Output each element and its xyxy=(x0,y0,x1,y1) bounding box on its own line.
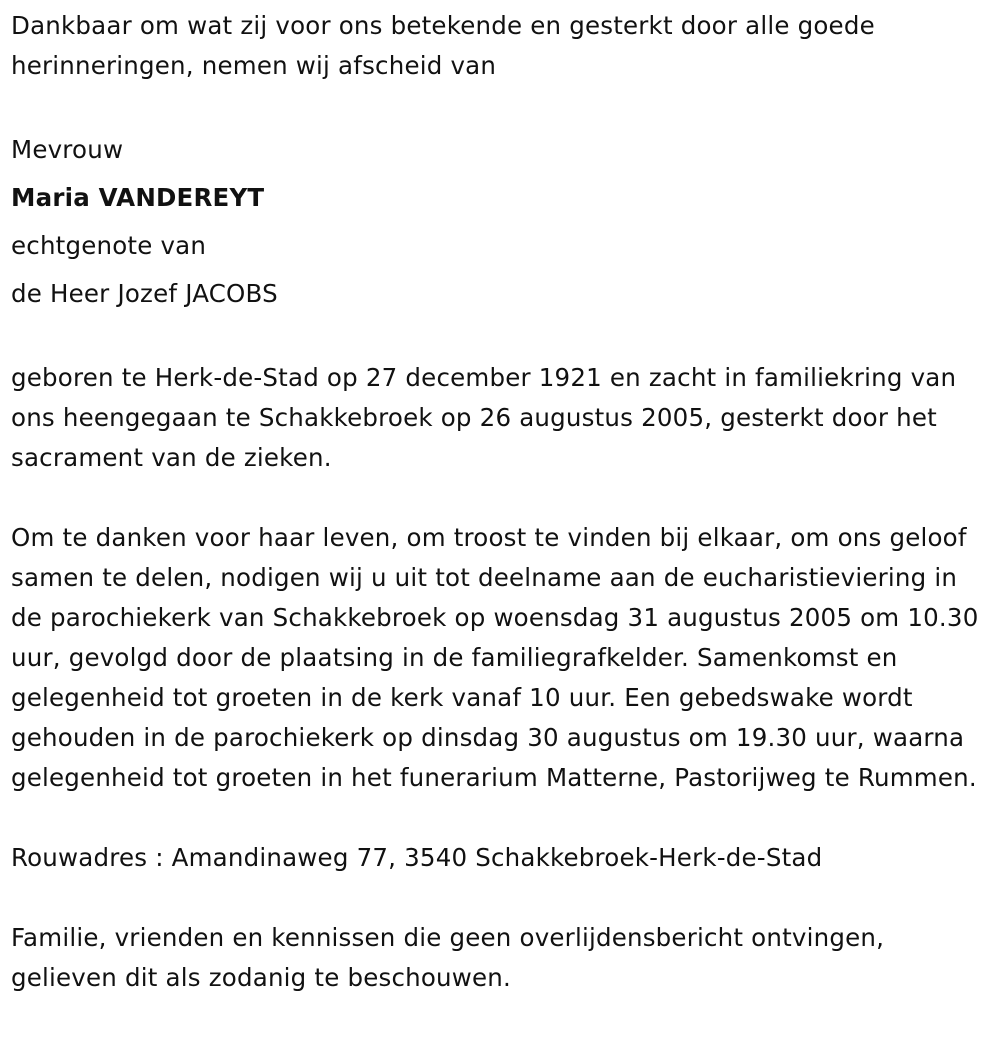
spacer xyxy=(11,478,986,518)
spacer xyxy=(11,86,986,126)
closing-paragraph: Familie, vrienden en kennissen die geen overlijdensbericht ontvingen, gelieven dit als zodanig te beschouwen. xyxy=(11,923,885,992)
birth-death-paragraph: geboren te Herk-de-Stad op 27 december 1921 en zacht in familiekring van ons heengegaan te Schakkebroek op 26 augustus 2005, gesterkt door het sacrament van de zieken. xyxy=(11,363,957,472)
spouse-name: de Heer Jozef JACOBS xyxy=(11,279,278,308)
obituary-notice xyxy=(11,6,986,998)
deceased-name: Maria VANDEREYT xyxy=(11,183,265,212)
relation-text: echtgenote van xyxy=(11,231,207,260)
spacer xyxy=(11,798,986,838)
spacer xyxy=(11,318,986,358)
mourning-address: Rouwadres : Amandinaweg 77, 3540 Schakkebroek-Herk-de-Stad xyxy=(11,843,823,872)
intro-paragraph: Dankbaar om wat zij voor ons betekende en gesterkt door alle goede herinneringen, nemen wij afscheid van xyxy=(11,11,875,80)
ceremony-paragraph: Om te danken voor haar leven, om troost te vinden bij elkaar, om ons geloof samen te delen, nodigen wij u uit tot deelname aan de eucharistieviering in de parochiekerk van Schakkebroek op woensdag 31 augustus 2005 om 10.30 uur, gevolgd door de plaatsing in de familiegrafkelder. Samenkomst en gelegenheid tot groeten in de kerk vanaf 10 uur. Een gebedswake wordt gehouden in de parochiekerk op dinsdag 30 augustus om 19.30 uur, waarna gelegenheid tot groeten in het funerarium Matterne, Pastorijweg te Rummen. xyxy=(11,523,979,792)
spacer xyxy=(11,878,986,918)
title-prefix: Mevrouw xyxy=(11,135,124,164)
